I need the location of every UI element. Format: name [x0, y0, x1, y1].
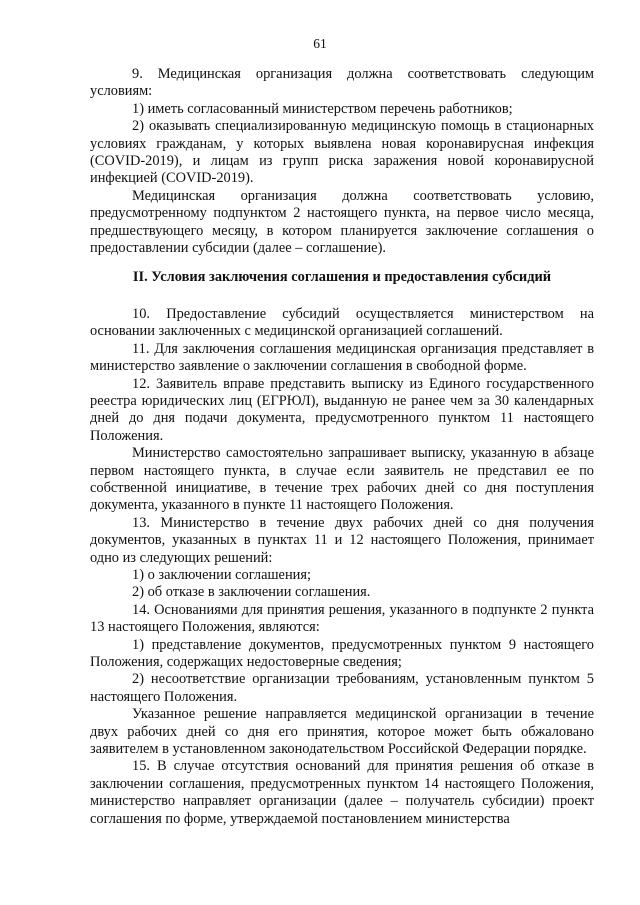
- paragraph-9-item-2: 2) оказывать специализированную медицинскую помощь в стационарных условиях гражданам, у которых выявлена новая коронавирусная инфекция (COVID-2019), и лицам из групп риска заражения новой коронавирусной инфекцией (COVID-2019).: [90, 118, 594, 187]
- paragraph-11: 11. Для заключения соглашения медицинская организация представляет в министерство заявление о заключении соглашения в свободной форме.: [90, 340, 594, 375]
- paragraph-13-item-2: 2) об отказе в заключении соглашения.: [132, 584, 371, 601]
- paragraph-13-item-1: 1) о заключении соглашения;: [132, 566, 311, 583]
- paragraph-14: 14. Основаниями для принятия решения, указанного в подпункте 2 пункта 13 настоящего Положения, являются:: [90, 601, 594, 636]
- paragraph-15: 15. В случае отсутствия оснований для принятия решения об отказе в заключении соглашения, предусмотренных пунктом 14 настоящего Положения, министерство направляет организации (далее – получатель субсидии) проект соглашения по форме, утверждаемой постановлением министерства: [90, 758, 594, 827]
- paragraph-13: 13. Министерство в течение двух рабочих дней со дня получения документов, указанных в пунктах 11 и 12 настоящего Положения, принимает одно из следующих решений:: [90, 514, 594, 566]
- paragraph-10: 10. Предоставление субсидий осуществляется министерством на основании заключенных с медицинской организацией соглашений.: [90, 305, 594, 340]
- paragraph-9-item-1: 1) иметь согласованный министерством перечень работников;: [132, 100, 513, 117]
- paragraph-14-item-2: 2) несоответствие организации требованиям, установленным пунктом 5 настоящего Положения.: [90, 671, 594, 705]
- paragraph-14-item-1: 1) представление документов, предусмотренных пунктом 9 настоящего Положения, содержащих недостоверные сведения;: [90, 636, 594, 670]
- paragraph-9-condition: Медицинская организация должна соответствовать условию, предусмотренному подпунктом 2 настоящего пункта, на первое число месяца, предшествующего месяцу, в котором планируется заключение соглашения о предоставлении субсидии (далее – соглашение).: [90, 187, 594, 257]
- section-heading: II. Условия заключения соглашения и предоставления субсидий: [132, 269, 552, 286]
- page-number: 61: [313, 36, 327, 51]
- document-body: [90, 66, 594, 828]
- paragraph-12-ministry: Министерство самостоятельно запрашивает выписку, указанную в абзаце первом настоящего пункта, в случае если заявитель не представил ее по собственной инициативе, в течение трех рабочих дней со дня поступления документа, указанного в пункте 11 настоящего Положения.: [90, 445, 594, 514]
- paragraph-14-decision: Указанное решение направляется медицинской организации в течение двух рабочих дней со дня его принятия, которое может быть обжаловано заявителем в установленном законодательством Российской Федерации порядке.: [90, 706, 594, 758]
- paragraph-9: 9. Медицинская организация должна соответствовать следующим условиям:: [90, 66, 594, 100]
- paragraph-12: 12. Заявитель вправе представить выписку из Единого государственного реестра юридических лиц (ЕГРЮЛ), выданную не ранее чем за 30 календарных дней до дня подачи документа, предусмотренного пунктом 11 настоящего Положения.: [90, 375, 594, 444]
